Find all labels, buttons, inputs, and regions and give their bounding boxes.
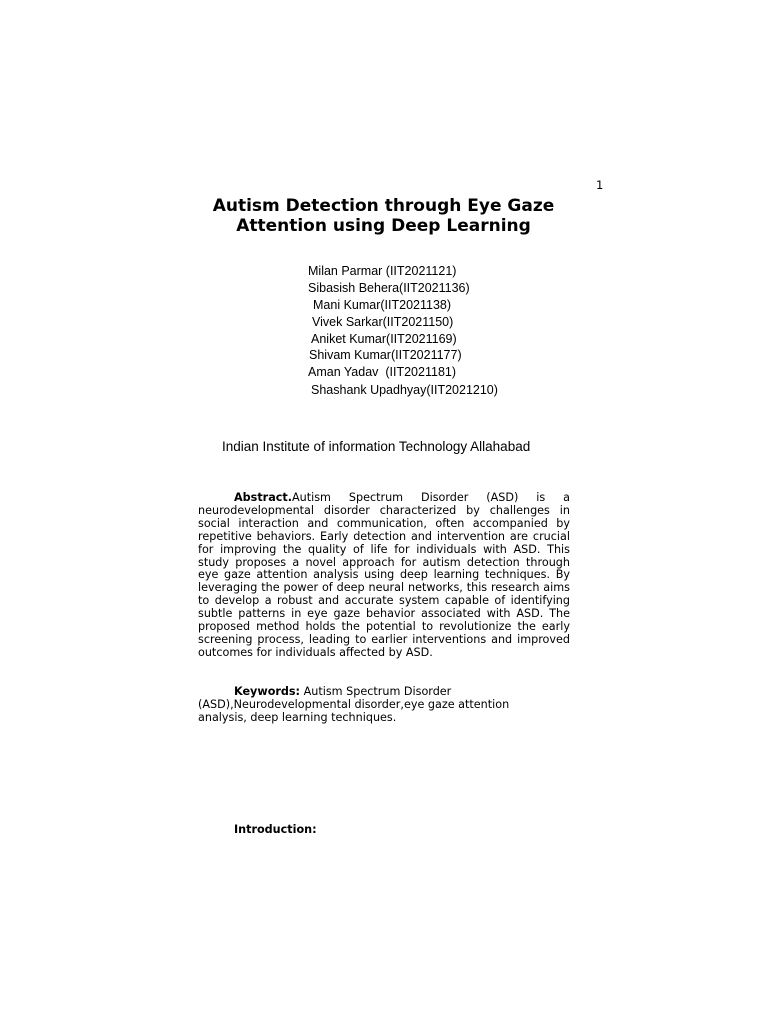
author-name: Aman Yadav (IIT2021181) <box>308 365 457 379</box>
paper-title <box>190 196 577 236</box>
abstract-text: Autism Spectrum Disorder (ASD) is a neurodevelopmental disorder characterized by challenges in social interaction and communication, often accompanied by repetitive behaviors. Early detection and intervention are crucial for improving the quality of life for individuals with ASD. This study proposes a novel approach for autism detection through eye gaze attention analysis using deep learning techniques. By leveraging the power of deep neural networks, this research aims to develop a robust and accurate system capable of identifying subtle patterns in eye gaze behavior associated with ASD. The proposed method holds the potential to revolutionize the early screening process, leading to earlier interventions and improved outcomes for individuals affected by ASD. <box>198 491 570 659</box>
title-line-1: Autism Detection through Eye Gaze <box>212 196 555 216</box>
affiliation: Indian Institute of information Technology Allahabad <box>222 439 531 454</box>
abstract-paragraph <box>198 492 570 660</box>
author-name: Mani Kumar(IIT2021138) <box>313 298 452 312</box>
introduction-heading: Introduction: <box>234 823 317 836</box>
author-name: Sibasish Behera(IIT2021136) <box>308 281 470 295</box>
author-name: Shivam Kumar(IIT2021177) <box>309 348 462 362</box>
author-name: Vivek Sarkar(IIT2021150) <box>312 315 454 329</box>
keywords-label: Keywords: <box>234 685 301 698</box>
title-line-2: Attention using Deep Learning <box>236 216 531 236</box>
author-name: Milan Parmar (IIT2021121) <box>308 264 457 278</box>
author-name: Shashank Upadhyay(IIT2021210) <box>311 383 498 397</box>
keywords-text: Autism Spectrum Disorder (ASD),Neurodevelopmental disorder,eye gaze attention analysis, deep learning techniques. <box>198 685 510 724</box>
abstract-label: Abstract. <box>234 491 292 504</box>
page-number: 1 <box>596 178 604 192</box>
keywords-paragraph <box>198 685 528 724</box>
author-name: Aniket Kumar(IIT2021169) <box>311 332 457 346</box>
